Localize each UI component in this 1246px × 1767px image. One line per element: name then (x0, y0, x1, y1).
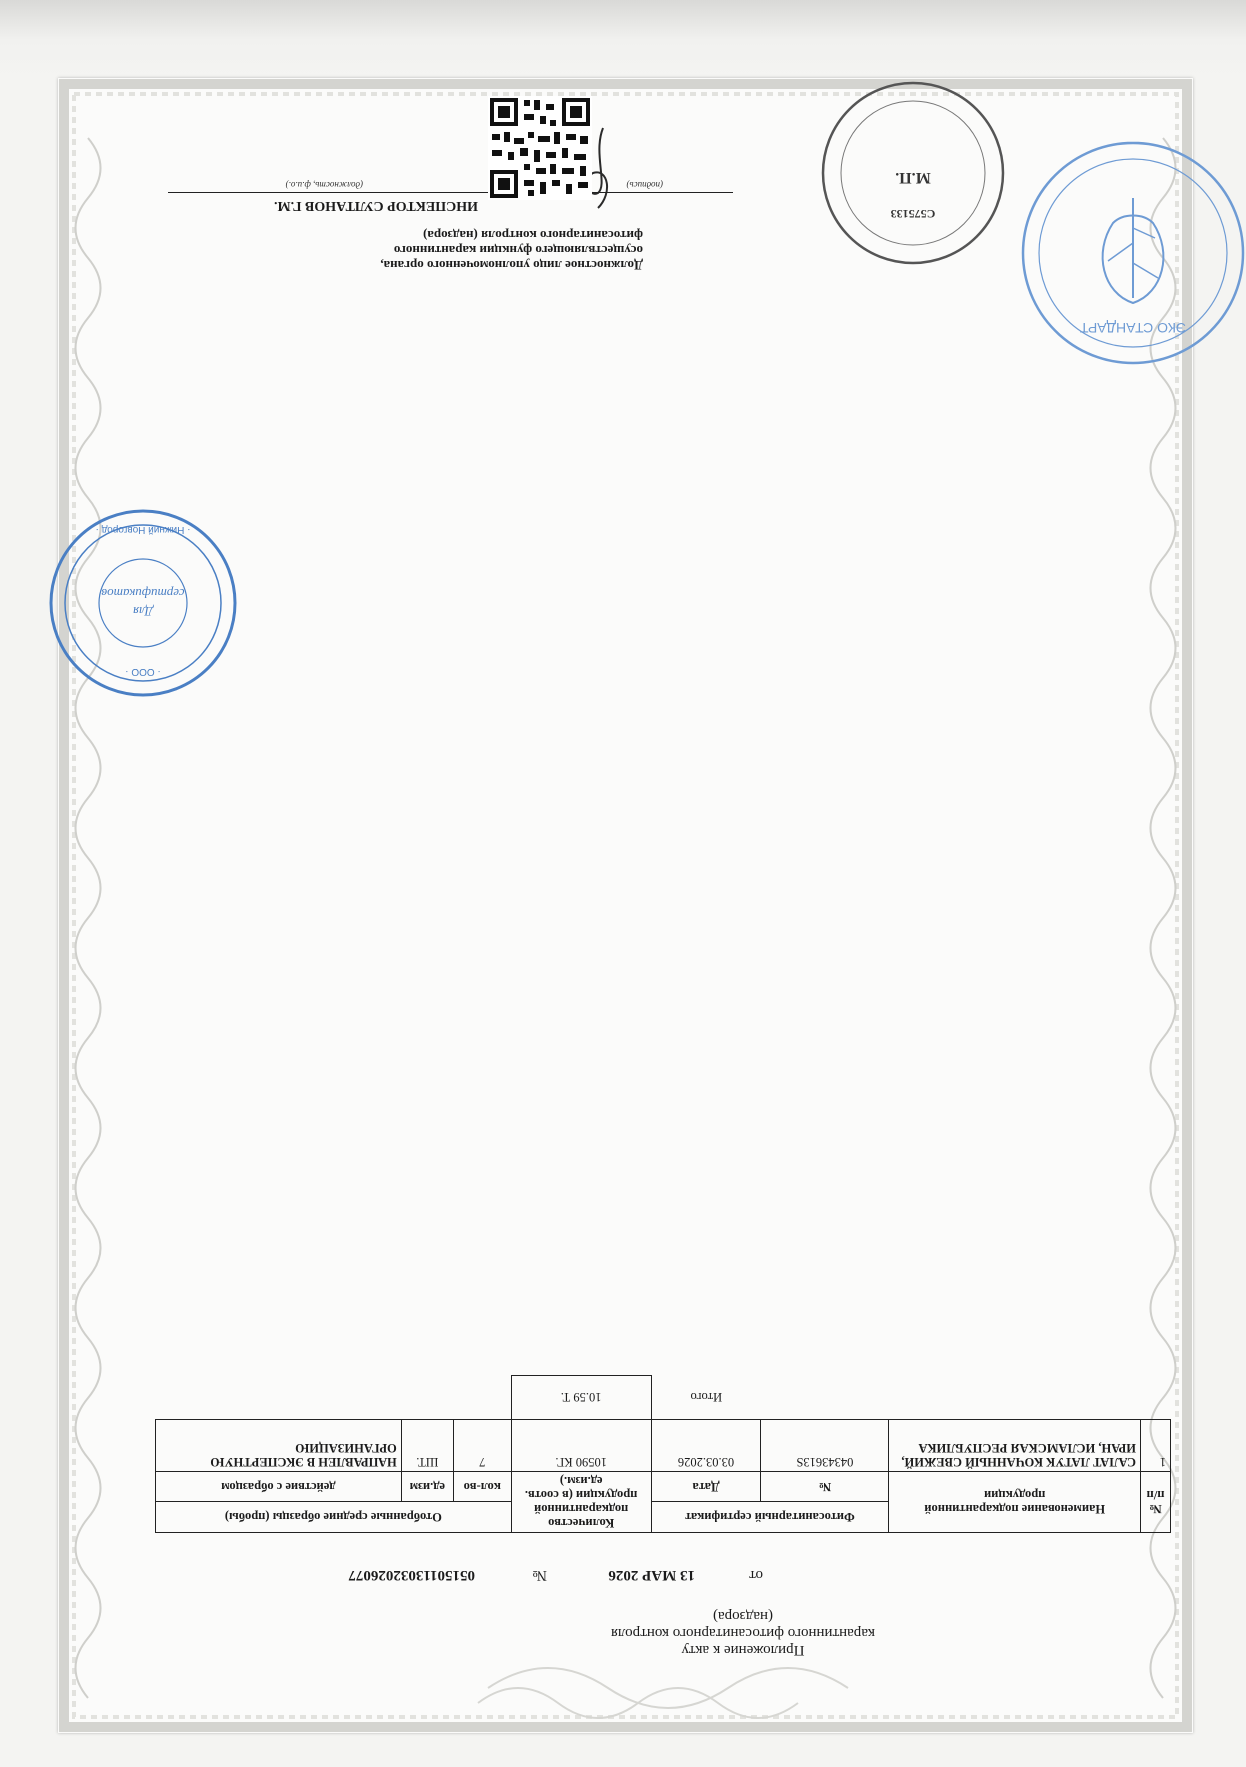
row-product: САЛАТ ЛАТУК КОЧАННЫЙ СВЕЖИЙ, ИРАН, ИСЛАМСКАЯ РЕСПУБЛИКА (889, 1420, 1141, 1472)
svg-text:сертификатов: сертификатов (101, 586, 185, 601)
header-samples: Отобранные средние образцы (пробы) (156, 1502, 512, 1533)
header-sample-unit: ед.изм (401, 1472, 453, 1503)
svg-text:· Нижний Новгород ·: · Нижний Новгород · (95, 524, 191, 535)
header-line-2: карантинного фитосанитарного контроля (610, 1625, 876, 1641)
total-label: Итого (651, 1376, 761, 1420)
table-row (156, 1420, 1171, 1472)
svg-text:· ООО ·: · ООО · (125, 666, 161, 677)
name-caption: (должность, ф.и.о.) (285, 180, 363, 190)
row-sample-action: НАПРАВЛЕН В ЭКСПЕРТНУЮ ОРГАНИЗАЦИЮ (156, 1420, 402, 1472)
act-number: 05150113032026077 (348, 1567, 475, 1583)
total-row (156, 1376, 1171, 1420)
header-certificate: Фитосанитарный сертификат (651, 1502, 889, 1533)
header-num: № п/п (1141, 1472, 1171, 1533)
phytosanitary-seal-icon (813, 68, 1013, 308)
header-cert-date: Дата (651, 1472, 761, 1503)
row-num: 1 (1141, 1420, 1171, 1472)
row-quantity: 10590 КГ. (511, 1420, 651, 1472)
header-line-3: (надзора) (713, 1608, 773, 1624)
act-number-label: № (532, 1567, 547, 1583)
document-page (58, 78, 1193, 1733)
row-cert-number: 04343613S (761, 1420, 889, 1472)
table-header-row (156, 1502, 1171, 1533)
header-sample-action: действие с образцом (156, 1472, 402, 1503)
signature-caption: (подпись) (626, 180, 663, 190)
appendix-header (533, 1607, 953, 1658)
company-stamp-icon (43, 503, 243, 703)
svg-text:Для: Для (133, 604, 153, 619)
header-product: Наименование подкарантинной продукции (889, 1472, 1141, 1533)
svg-text:С575133: С575133 (890, 207, 936, 221)
qr-code-icon (488, 96, 592, 200)
header-cert-number: № (761, 1472, 889, 1503)
svg-text:ЭКО СТАНДАРТ: ЭКО СТАНДАРТ (1079, 320, 1187, 336)
row-cert-date: 03.03.2026 (651, 1420, 761, 1472)
act-from-label: от (749, 1567, 763, 1583)
rotated-document-content (58, 78, 1193, 1733)
header-line-1: Приложение к акту (681, 1642, 805, 1658)
header-quantity: Количество подкарантинной продукции (в соотв. ед.изм.) (511, 1472, 651, 1533)
eco-standard-stamp-icon (1013, 133, 1246, 373)
products-table (155, 1375, 1171, 1533)
official-caption: Должностное лицо уполномоченного органа, осуществляющего функции карантинного фитосанитарного контроля (надзора) (380, 228, 643, 273)
header-sample-qty: кол-во (453, 1472, 511, 1503)
total-value: 10.59 Т. (511, 1376, 651, 1420)
row-sample-unit: ШТ. (401, 1420, 453, 1472)
act-date: 13 МАР 2026 (608, 1567, 695, 1583)
svg-text:М.П.: М.П. (895, 169, 931, 186)
inspector-name: ИНСПЕКТОР СУЛТАНОВ Г.М. (273, 198, 478, 213)
name-line (168, 192, 533, 193)
row-sample-qty: 7 (453, 1420, 511, 1472)
